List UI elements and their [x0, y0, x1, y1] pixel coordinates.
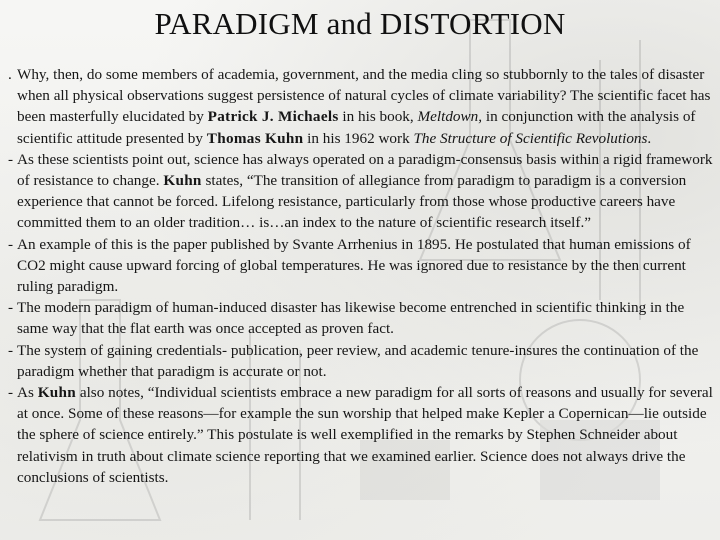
paragraph-bullet: - — [8, 150, 14, 168]
body-paragraph — [8, 234, 716, 298]
italic-title: The Structure of Scientific Revolutions — [413, 129, 648, 147]
paragraph-text: . — [647, 129, 652, 147]
body-paragraph — [8, 340, 716, 382]
emphasized-name: Kuhn — [37, 384, 77, 402]
paragraph-text: The modern paradigm of human-induced disaster has likewise become entrenched in scientific thinking in the same way that the flat earth was once accepted as proven fact. — [17, 299, 685, 338]
paragraph-text: also notes, “Individual scientists embrace a new paradigm for all sorts of reasons and usually for several at once. Some of these reasons—for example the sun worship that helped make Kepler a Copernican—lie outside the sphere of science entirely.” This postulate is well exemplified in the remarks by Stephen Schneider about relativism in truth about climate science reporting that we examined earlier. Science does not always drive the conclusions of scientists. — [17, 384, 713, 486]
emphasized-name: Kuhn — [163, 172, 202, 190]
paragraph-bullet: - — [8, 384, 14, 402]
body-paragraph — [8, 382, 716, 488]
paragraph-text: in his 1962 work — [303, 129, 414, 147]
paragraph-text: An example of this is the paper published by Svante Arrhenius in 1895. He postulated that human emissions of CO2 might cause upward forcing of global temperatures. He was ignored due to resistance by the then current ruling paradigm. — [17, 235, 691, 296]
paragraph-text: As — [17, 384, 38, 402]
paragraph-text: As these scientists point out, science has always operated on a paradigm-consensus basis within a rigid framework of resistance to change. — [17, 150, 713, 190]
slide-title: PARADIGM and DISTORTION — [154, 6, 566, 41]
body-paragraph — [8, 297, 716, 339]
paragraph-text: The system of gaining credentials- publication, peer review, and academic tenure-insures the continuation of the paradigm whether that paradigm is accurate or not. — [17, 341, 699, 380]
body-text — [8, 64, 716, 488]
paragraph-bullet: . — [8, 66, 12, 83]
paragraph-bullet: - — [8, 299, 14, 317]
body-paragraph — [8, 64, 716, 149]
emphasized-name: Patrick J. Michaels — [207, 108, 339, 126]
body-paragraph — [8, 149, 716, 234]
italic-title: Meltdown, — [417, 108, 483, 126]
emphasized-name: Thomas Kuhn — [206, 129, 304, 147]
paragraph-bullet: - — [8, 341, 14, 359]
paragraph-bullet: - — [8, 235, 14, 253]
paragraph-text: Why, then, do some members of academia, government, and the media cling so stubbornly to the tales of disaster when all physical observations suggest persistence of natural cycles of climate variability? The scientific facet has been masterfully elucidated by — [17, 66, 711, 126]
paragraph-text: states, “The transition of allegiance from paradigm to paradigm is a conversion experience that cannot be forced. Lifelong resistance, particularly from those whose productive careers have committed them to an older tradition… is…an index to the nature of scientific research itself.” — [17, 172, 687, 232]
paragraph-text: in his book, — [338, 108, 418, 126]
paragraph-text: in conjunction with the analysis of scientific attitude presented by — [17, 108, 696, 147]
